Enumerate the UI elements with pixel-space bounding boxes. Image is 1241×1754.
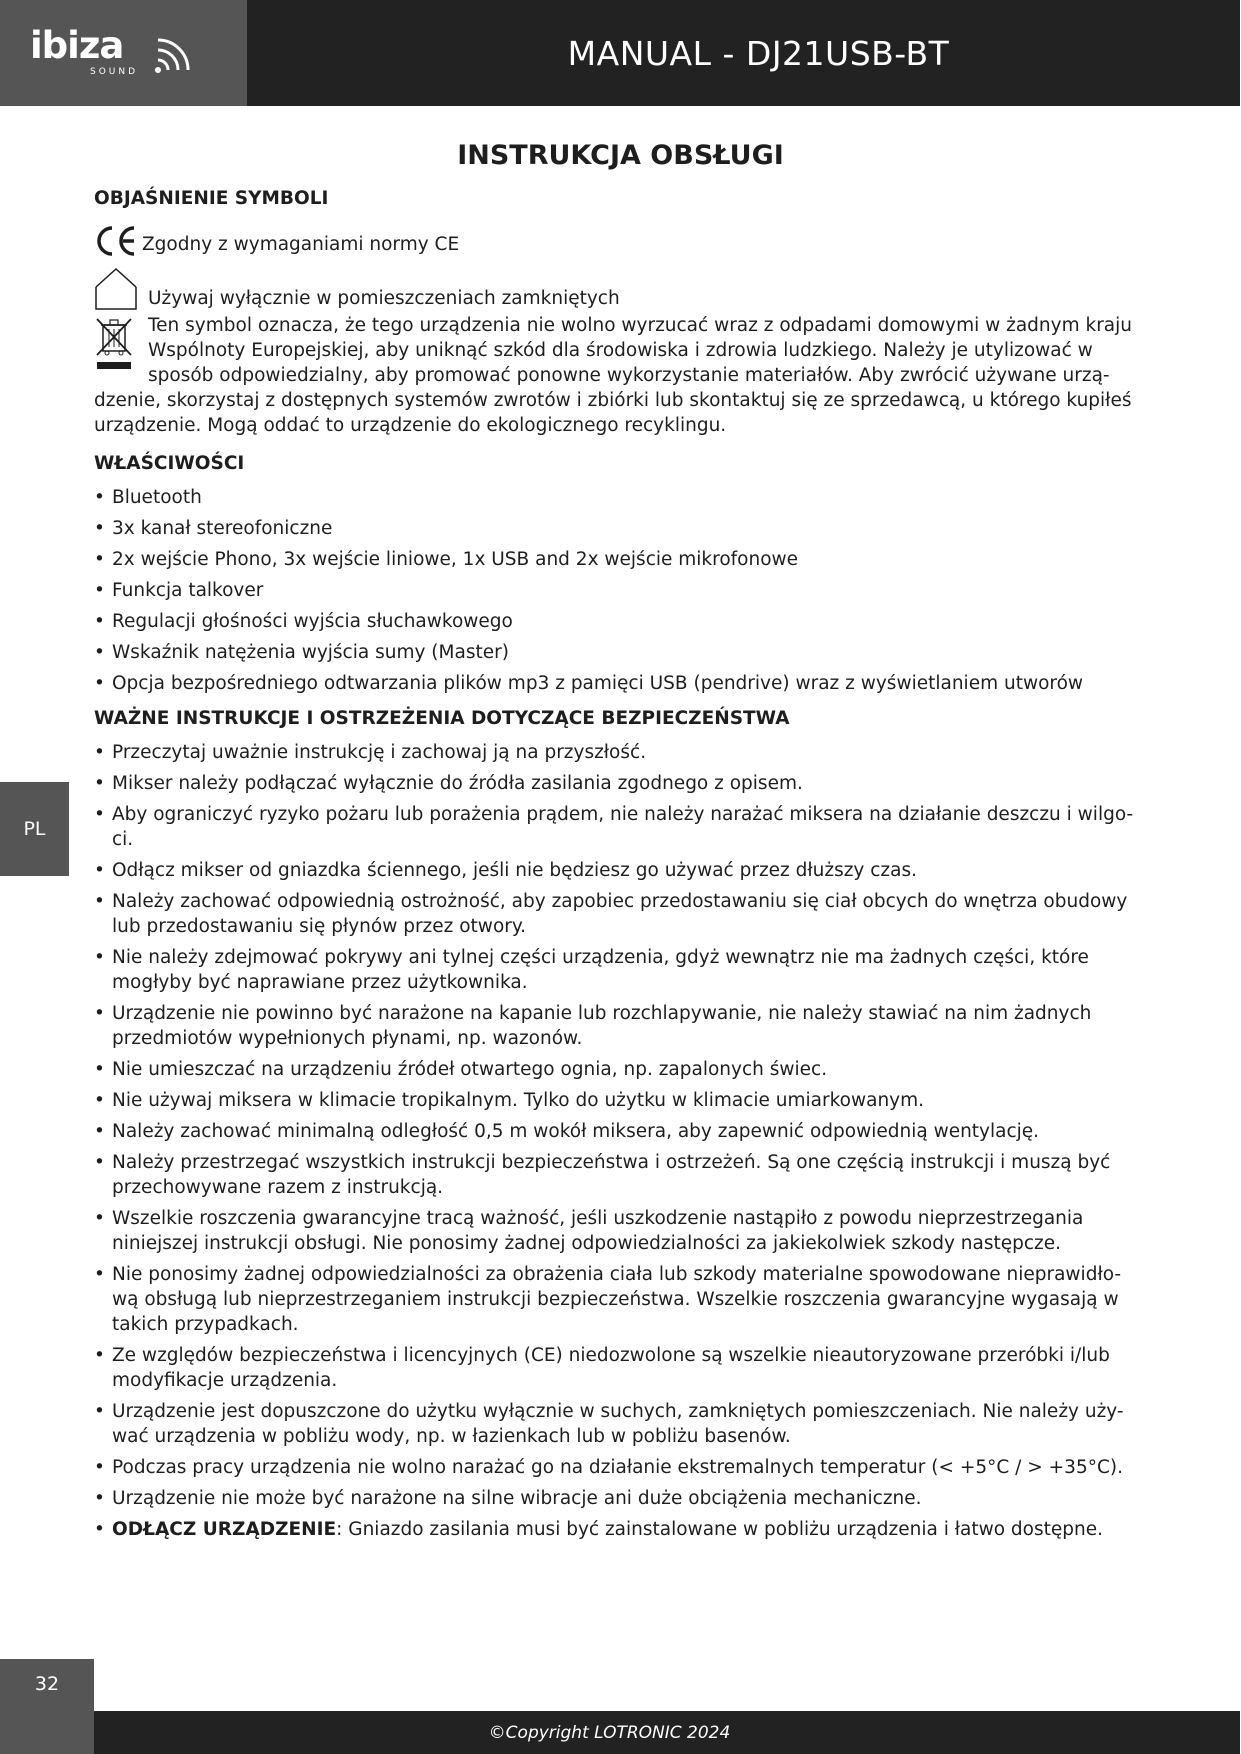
safety-line: wą obsługą lub nieprzestrzeganiem instrukcji bezpieczeństwa. Wszelkie roszczenia gwarancyjne wygasają w [112, 1289, 1119, 1310]
header-bar [247, 0, 1240, 106]
weee-line: Ten symbol oznacza, że tego urządzenia nie wolno wyrzucać wraz z odpadami domowymi w żadnym kraju [148, 315, 1133, 336]
safety-item [94, 740, 1149, 765]
safety-line: • Nie ponosimy żadnej odpowiedzialności za obrażenia ciała lub szkody materialne spowodowane nieprawidło- [112, 1264, 1122, 1285]
ce-text: Zgodny z wymaganiami normy CE [142, 234, 460, 255]
safety-line: przedmiotów wypełnionych płynami, np. wazonów. [112, 1028, 583, 1049]
safety-line: • Ze względów bezpieczeństwa i licencyjnych (CE) niedozwolone są wszelkie nieautoryzowane przeróbki i/lub [112, 1345, 1110, 1366]
ce-symbol-row [94, 221, 1149, 257]
safety-line: • Podczas pracy urządzenia nie wolno narażać go na działanie ekstremalnych temperatur (< +5°C / > +35°C). [112, 1457, 1123, 1478]
safety-line: modyfikacje urządzenia. [112, 1370, 338, 1391]
safety-item [94, 1486, 1149, 1511]
safety-line: • Urządzenie nie może być narażone na silne wibracje ani duże obciążenia mechaniczne. [112, 1488, 922, 1509]
safety-item [94, 1150, 1149, 1200]
features-heading: WŁAŚCIWOŚCI [94, 453, 245, 474]
safety-line: • Urządzenie nie powinno być narażone na kapanie lub rozchlapywanie, nie należy stawiać na nim żadnych [112, 1003, 1092, 1024]
svg-text:ibiza: ibiza [30, 24, 124, 67]
safety-line: • Nie używaj miksera w klimacie tropikalnym. Tylko do użytku w klimacie umiarkowanym. [112, 1090, 925, 1111]
safety-line: • Nie umieszczać na urządzeniu źródeł otwartego ognia, np. zapalonych świec. [112, 1059, 828, 1080]
safety-line: • Wszelkie roszczenia gwarancyjne tracą ważność, jeśli uszkodzenie nastąpiło z powodu nieprzestrzegania [112, 1208, 1084, 1229]
safety-item-disconnect [94, 1517, 1149, 1542]
safety-item [94, 858, 1149, 883]
weee-symbol-block [94, 313, 1149, 438]
safety-item [94, 802, 1149, 852]
header-logo-box [0, 0, 247, 106]
weee-text-indented [94, 313, 1149, 388]
safety-item [94, 1119, 1149, 1144]
feature-item: • Opcja bezpośredniego odtwarzania plików mp3 z pamięci USB (pendrive) wraz z wyświetlaniem utworów [94, 671, 1149, 696]
disconnect-text: : Gniazdo zasilania musi być zainstalowane w pobliżu urządzenia i łatwo dostępne. [336, 1519, 1103, 1540]
disconnect-label: ODŁĄCZ URZĄDZENIE [112, 1519, 337, 1540]
weee-line: urządzenie. Mogą oddać to urządzenie do ekologicznego recyklingu. [94, 415, 727, 436]
safety-item [94, 1001, 1149, 1051]
manual-content [94, 186, 1149, 1542]
feature-item: • 3x kanał stereofoniczne [94, 516, 1149, 541]
weee-line: dzenie, skorzystaj z dostępnych systemów zwrotów i zbiórki lub skontaktuj się ze sprzedawcą, u którego kupiłeś [94, 390, 1132, 411]
indoor-text: Używaj wyłącznie w pomieszczeniach zamkniętych [148, 288, 620, 309]
safety-line: • Należy zachować odpowiednią ostrożność, aby zapobiec przedostawaniu się ciał obcych do wnętrza obudowy [112, 891, 1128, 912]
safety-line: • Przeczytaj uważnie instrukcję i zachowaj ją na przyszłość. [112, 742, 647, 763]
safety-line: niniejszej instrukcji obsługi. Nie ponosimy żadnej odpowiedzialności za jakiekolwiek szkody następcze. [112, 1233, 1061, 1254]
safety-line: mogłyby być naprawiane przez użytkownika. [112, 972, 528, 993]
safety-item [94, 889, 1149, 939]
feature-item: • 2x wejście Phono, 3x wejście liniowe, 1x USB and 2x wejście mikrofonowe [94, 547, 1149, 572]
language-tab [0, 782, 69, 876]
language-label: PL [23, 818, 46, 840]
manual-title: MANUAL - DJ21USB-BT [567, 33, 950, 73]
feature-item: • Funkcja talkover [94, 578, 1149, 603]
safety-line: • Urządzenie jest dopuszczone do użytku wyłącznie w suchych, zamkniętych pomieszczeniach. Nie należy uży- [112, 1401, 1124, 1422]
safety-item [94, 1399, 1149, 1449]
safety-heading: WAŻNE INSTRUKCJE I OSTRZEŻENIA DOTYCZĄCE BEZPIECZEŃSTWA [94, 708, 790, 729]
safety-line: wać urządzenia w pobliżu wody, np. w łazienkach lub w pobliżu basenów. [112, 1426, 791, 1447]
feature-item: • Regulacji głośności wyjścia słuchawkowego [94, 609, 1149, 634]
safety-item [94, 771, 1149, 796]
page-number-box [0, 1659, 94, 1754]
safety-line: • Odłącz mikser od gniazdka ściennego, jeśli nie będziesz go używać przez dłuższy czas. [112, 860, 917, 881]
safety-line: • Aby ograniczyć ryzyko pożaru lub porażenia prądem, nie należy narażać miksera na działanie deszczu i wilgo- [112, 804, 1134, 825]
ce-mark-icon [94, 225, 138, 257]
weee-line: Wspólnoty Europejskiej, aby uniknąć szkód dla środowiska i zdrowia ludzkiego. Należy je utylizować w [148, 340, 1093, 361]
feature-item: • Bluetooth [94, 485, 1149, 510]
safety-line: lub przedostawaniu się płynów przez otwory. [112, 916, 527, 937]
safety-line: • Należy zachować minimalną odległość 0,5 m wokół miksera, aby zapewnić odpowiednią wentylację. [112, 1121, 1040, 1142]
safety-item [94, 945, 1149, 995]
safety-item [94, 1262, 1149, 1337]
safety-line: • Należy przestrzegać wszystkich instrukcji bezpieczeństwa i ostrzeżeń. Są one częścią instrukcji i muszą być [112, 1152, 1111, 1173]
safety-item [94, 1088, 1149, 1113]
safety-line: przechowywane razem z instrukcją. [112, 1177, 444, 1198]
footer-bar [94, 1711, 1240, 1754]
features-list [94, 485, 1149, 696]
safety-line: ci. [112, 829, 134, 850]
safety-item [94, 1206, 1149, 1256]
page-title: INSTRUKCJA OBSŁUGI [457, 140, 784, 171]
indoor-symbol-row [94, 267, 1149, 311]
safety-item [94, 1057, 1149, 1082]
safety-list [94, 740, 1149, 1542]
house-icon [94, 267, 138, 311]
weee-line: sposób odpowiedzialny, aby promować ponowne wykorzystanie materiałów. Aby zwrócić używane urzą- [148, 365, 1110, 386]
safety-line: • Mikser należy podłączać wyłącznie do źródła zasilania zgodnego z opisem. [112, 773, 803, 794]
crossed-bin-icon [94, 315, 134, 373]
safety-line: • Nie należy zdejmować pokrywy ani tylnej części urządzenia, gdyż wewnątrz nie ma żadnych części, które [112, 947, 1089, 968]
svg-text:SOUND: SOUND [90, 67, 139, 77]
safety-item [94, 1343, 1149, 1393]
feature-item: • Wskaźnik natężenia wyjścia sumy (Master) [94, 640, 1149, 665]
copyright-text: ©Copyright LOTRONIC 2024 [488, 1722, 731, 1743]
symbols-heading: OBJAŚNIENIE SYMBOLI [94, 188, 329, 209]
safety-line: takich przypadkach. [112, 1314, 299, 1335]
ibiza-sound-logo [28, 24, 218, 80]
safety-item [94, 1455, 1149, 1480]
page-number: 32 [34, 1673, 60, 1695]
